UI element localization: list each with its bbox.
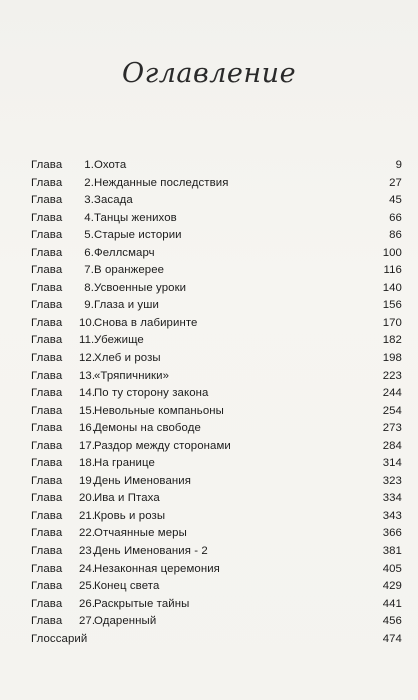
table-of-contents xyxy=(31,157,402,648)
toc-title: Снова в лабиринте xyxy=(94,316,198,329)
toc-label: Глава xyxy=(31,316,63,329)
toc-title: Раскрытые тайны xyxy=(94,597,190,610)
toc-label: Глава xyxy=(31,387,63,400)
toc-row xyxy=(31,245,402,263)
toc-row xyxy=(31,280,402,298)
toc-title: «Тряпичники» xyxy=(94,369,170,382)
toc-label: Глава xyxy=(31,597,63,610)
toc-page: 343 xyxy=(382,509,402,522)
toc-title: Усвоенные уроки xyxy=(94,281,187,294)
toc-label: Глава xyxy=(31,527,63,540)
toc-number: 20. xyxy=(79,492,96,505)
toc-title: Убежище xyxy=(94,334,144,347)
toc-title: Ива и Птаха xyxy=(94,492,160,505)
toc-row xyxy=(31,175,402,193)
toc-page: 366 xyxy=(382,527,402,540)
toc-title: Хлеб и розы xyxy=(94,352,161,365)
toc-title: Глаза и уши xyxy=(94,299,159,312)
toc-page: 86 xyxy=(389,229,402,242)
toc-title: Одаренный xyxy=(94,615,157,628)
toc-row xyxy=(31,596,402,614)
toc-label: Глава xyxy=(31,439,63,452)
toc-title: Раздор между сторонами xyxy=(94,439,231,452)
toc-row xyxy=(31,297,402,315)
toc-number: 24. xyxy=(79,562,96,575)
toc-row-glossary xyxy=(31,631,402,649)
toc-page: 456 xyxy=(382,615,402,628)
toc-number: 19. xyxy=(79,474,96,487)
toc-number: 7. xyxy=(84,264,94,277)
toc-title: Демоны на свободе xyxy=(94,422,201,435)
toc-label: Глава xyxy=(31,159,63,171)
toc-label: Глава xyxy=(31,194,63,207)
toc-row xyxy=(31,543,402,561)
toc-number: 10. xyxy=(79,316,96,329)
toc-number: 16. xyxy=(79,422,96,435)
toc-label: Глава xyxy=(31,246,63,259)
toc-title: На границе xyxy=(94,457,155,470)
toc-title: Танцы женихов xyxy=(94,211,177,224)
toc-number: 11. xyxy=(79,334,95,347)
toc-page: 9 xyxy=(395,159,402,171)
toc-title: Отчаянные меры xyxy=(94,527,187,540)
toc-page: 100 xyxy=(382,246,402,259)
toc-row xyxy=(31,262,402,280)
toc-label: Глава xyxy=(31,580,63,593)
toc-row xyxy=(31,157,402,175)
toc-number: 26. xyxy=(79,597,96,610)
toc-label: Глава xyxy=(31,264,63,277)
toc-number: 12. xyxy=(79,352,96,365)
toc-page: 429 xyxy=(382,580,402,593)
toc-number: 25. xyxy=(79,580,96,593)
toc-label: Глава xyxy=(31,509,63,522)
toc-label: Глава xyxy=(31,334,63,347)
toc-label: Глава xyxy=(31,562,63,575)
toc-label: Глава xyxy=(31,457,63,470)
toc-title: Охота xyxy=(94,159,127,171)
toc-page: 66 xyxy=(389,211,402,224)
toc-row xyxy=(31,315,402,333)
toc-row xyxy=(31,455,402,473)
toc-page: 198 xyxy=(382,352,402,365)
toc-page: 182 xyxy=(382,334,402,347)
toc-number: 4. xyxy=(84,211,94,224)
toc-row xyxy=(31,613,402,631)
toc-title: Глоссарий xyxy=(31,632,88,645)
toc-number: 23. xyxy=(79,545,96,558)
toc-row xyxy=(31,332,402,350)
toc-number: 6. xyxy=(84,246,94,259)
toc-label: Глава xyxy=(31,369,63,382)
toc-label: Глава xyxy=(31,229,63,242)
toc-row xyxy=(31,438,402,456)
toc-row xyxy=(31,508,402,526)
toc-page: 323 xyxy=(382,474,402,487)
toc-label: Глава xyxy=(31,352,63,365)
toc-row xyxy=(31,420,402,438)
toc-title: День Именования - 2 xyxy=(94,545,208,558)
toc-label: Глава xyxy=(31,492,63,505)
toc-row xyxy=(31,473,402,491)
toc-number: 15. xyxy=(79,404,96,417)
toc-page: 223 xyxy=(382,369,402,382)
toc-number: 13. xyxy=(79,369,96,382)
toc-row xyxy=(31,227,402,245)
toc-row xyxy=(31,490,402,508)
toc-number: 18. xyxy=(79,457,96,470)
toc-page: 27 xyxy=(389,176,402,189)
toc-row xyxy=(31,192,402,210)
toc-label: Глава xyxy=(31,299,63,312)
toc-number: 3. xyxy=(84,194,94,207)
toc-page: 156 xyxy=(382,299,402,312)
toc-page: 381 xyxy=(382,545,402,558)
toc-number: 21. xyxy=(79,509,96,522)
toc-row xyxy=(31,368,402,386)
toc-page: 334 xyxy=(382,492,402,505)
toc-page: 441 xyxy=(382,597,402,610)
toc-page: 244 xyxy=(382,387,402,400)
toc-label: Глава xyxy=(31,615,63,628)
toc-number: 1. xyxy=(84,159,94,171)
toc-title: В оранжерее xyxy=(94,264,165,277)
toc-row xyxy=(31,210,402,228)
toc-label: Глава xyxy=(31,545,63,558)
toc-page: 116 xyxy=(383,264,402,277)
toc-title: День Именования xyxy=(94,474,191,487)
toc-title: Кровь и розы xyxy=(94,509,166,522)
toc-number: 9. xyxy=(84,299,94,312)
toc-label: Глава xyxy=(31,176,63,189)
toc-page: 474 xyxy=(382,632,402,645)
toc-number: 5. xyxy=(84,229,94,242)
toc-label: Глава xyxy=(31,474,63,487)
toc-title: Незаконная церемония xyxy=(94,562,220,575)
toc-row xyxy=(31,578,402,596)
toc-title: Феллсмарч xyxy=(94,246,155,259)
toc-page: 405 xyxy=(382,562,402,575)
toc-row xyxy=(31,350,402,368)
toc-row xyxy=(31,403,402,421)
page-title: Оглавление xyxy=(121,58,297,89)
toc-page: 45 xyxy=(389,194,402,207)
toc-number: 27. xyxy=(79,615,96,628)
toc-page: 284 xyxy=(382,439,402,452)
toc-number: 8. xyxy=(84,281,94,294)
toc-row xyxy=(31,385,402,403)
toc-page: 314 xyxy=(382,457,402,470)
toc-page: 170 xyxy=(382,316,402,329)
toc-label: Глава xyxy=(31,211,63,224)
toc-row xyxy=(31,525,402,543)
toc-title: Старые истории xyxy=(94,229,182,242)
toc-title: Нежданные последствия xyxy=(94,176,229,189)
toc-number: 14. xyxy=(79,387,96,400)
toc-number: 2. xyxy=(84,176,94,189)
toc-title: По ту сторону закона xyxy=(94,387,209,400)
toc-number: 22. xyxy=(79,527,96,540)
toc-label: Глава xyxy=(31,422,63,435)
toc-title: Конец света xyxy=(94,580,160,593)
toc-page: 254 xyxy=(382,404,402,417)
toc-page: 140 xyxy=(382,281,402,294)
toc-label: Глава xyxy=(31,281,63,294)
toc-page: 273 xyxy=(382,422,402,435)
toc-number: 17. xyxy=(79,439,96,452)
toc-row xyxy=(31,561,402,579)
toc-label: Глава xyxy=(31,404,63,417)
toc-title: Засада xyxy=(94,194,133,207)
toc-title: Невольные компаньоны xyxy=(94,404,224,417)
